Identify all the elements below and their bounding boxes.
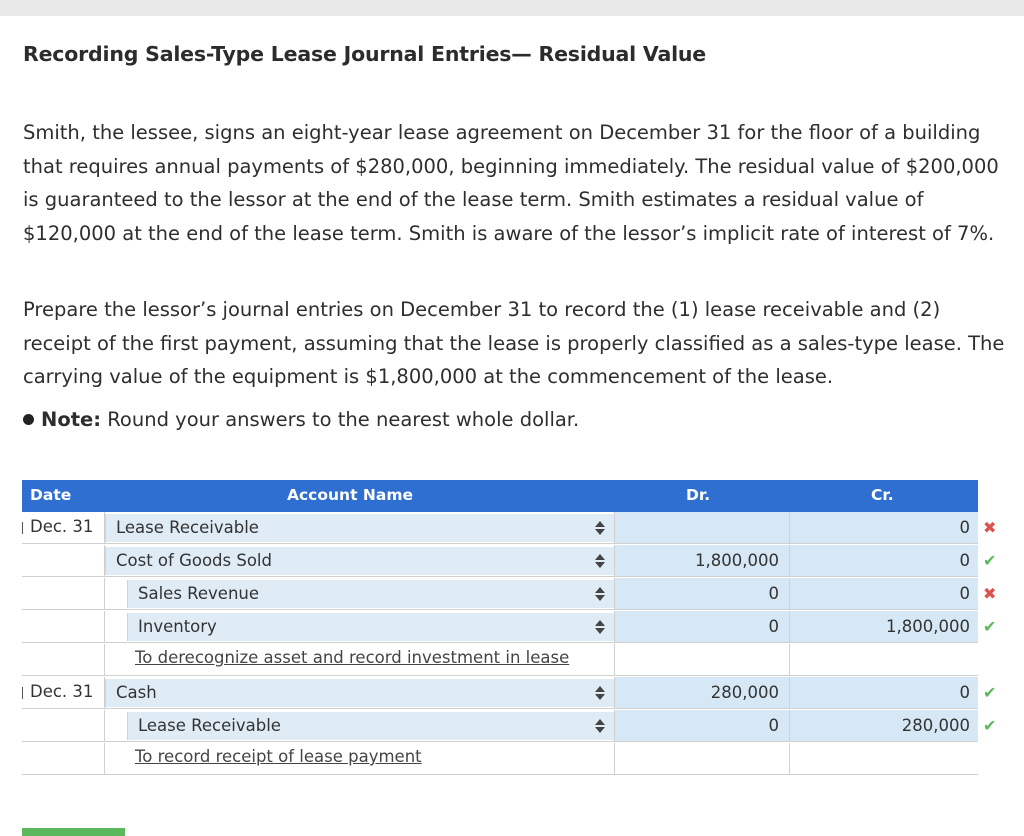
credit-cell [789,743,978,775]
account-cell [104,512,614,544]
credit-input[interactable] [789,545,978,577]
credit-input[interactable] [789,611,978,643]
select-arrows-icon [595,686,605,700]
select-arrows-icon [595,554,605,568]
page-title: Recording Sales-Type Lease Journal Entries— Residual Value [23,42,707,66]
debit-cell [614,644,789,676]
debit-value: 0 [768,617,779,636]
table-row [22,644,978,677]
memo-cell [104,644,614,676]
account-select[interactable] [105,679,614,707]
debit-input[interactable] [614,545,789,577]
incorrect-x-icon: ✖ [983,584,997,603]
memo-text[interactable]: To record receipt of lease payment [135,747,422,766]
debit-input[interactable] [614,677,789,709]
debit-cell [614,743,789,775]
debit-input[interactable] [614,512,789,544]
credit-input[interactable] [789,710,978,742]
account-select-value: Cash [116,683,157,702]
memo-cell [104,743,614,775]
date-text: Dec. 31 [30,682,94,701]
account-select-value: Sales Revenue [138,584,260,603]
bullet-icon [23,414,34,425]
table-row [22,611,997,644]
date-cell [22,710,104,742]
debit-input[interactable] [614,578,789,610]
debit-value: 280,000 [710,683,779,702]
header-date: Date [30,486,72,504]
account-select-value: Inventory [138,617,217,636]
select-arrows-icon [595,719,605,733]
note [23,403,579,437]
credit-value: 0 [959,518,970,537]
account-select-value: Cost of Goods Sold [116,551,272,570]
account-select-value: Lease Receivable [116,518,259,537]
account-cell [104,578,614,610]
note-text: Round your answers to the nearest whole dollar. [101,408,580,431]
credit-input[interactable] [789,578,978,610]
account-cell [104,677,614,709]
account-cell [104,710,614,742]
table-row [22,743,978,776]
credit-cell [789,644,978,676]
correct-check-icon: ✔ [983,683,997,702]
correct-check-icon: ✔ [983,716,997,735]
correct-check-icon: ✔ [983,617,997,636]
top-bar [0,0,1024,16]
account-select[interactable] [105,514,614,542]
credit-value: 280,000 [901,716,970,735]
account-select-value: Lease Receivable [138,716,281,735]
submit-button[interactable] [22,828,125,836]
credit-input[interactable] [789,512,978,544]
correct-check-icon: ✔ [983,551,997,570]
table-row [22,710,997,743]
table-header [22,480,978,512]
credit-value: 0 [959,551,970,570]
header-credit: Cr. [871,486,894,504]
account-cell [104,545,614,577]
credit-value: 1,800,000 [886,617,970,636]
credit-input[interactable] [789,677,978,709]
account-select[interactable] [105,547,614,575]
credit-value: 0 [959,683,970,702]
date-cell [22,611,104,643]
account-select[interactable] [127,712,614,740]
debit-value: 0 [768,716,779,735]
debit-value: 0 [768,584,779,603]
table-row [22,677,997,710]
credit-value: 0 [959,584,970,603]
debit-value: 1,800,000 [695,551,779,570]
account-cell [104,611,614,643]
date-cell [22,512,104,544]
account-select[interactable] [127,613,614,641]
account-select[interactable] [127,580,614,608]
select-arrows-icon [595,620,605,634]
table-row [22,545,997,578]
date-cell [22,644,104,676]
table-row [22,512,997,545]
date-text: Dec. 31 [30,517,94,536]
date-cell [22,677,104,709]
date-cell [22,743,104,775]
incorrect-x-icon: ✖ [983,518,997,537]
date-cell [22,545,104,577]
date-cell [22,578,104,610]
header-debit: Dr. [686,486,711,504]
select-arrows-icon [595,587,605,601]
debit-input[interactable] [614,611,789,643]
note-label: Note: [41,408,102,431]
problem-paragraph-2: Prepare the lessor’s journal entries on December 31 to record the (1) lease receivable and (2) receipt of the first payment, assuming that the lease is properly classified as a sales-type lease. The carrying value of the equipment is $1,800,000 at the commencement of the lease. [23,298,1005,388]
header-account-name: Account Name [287,486,413,504]
debit-input[interactable] [614,710,789,742]
problem-paragraph-1: Smith, the lessee, signs an eight-year lease agreement on December 31 for the floor of a building that requires annual payments of $280,000, beginning immediately. The residual value of $200,000 is guaranteed to the lessor at the end of the lease term. Smith estimates a residual value of $120,000 at the end of the lease term. Smith is aware of the lessor’s implicit rate of interest of 7%. [23,121,999,245]
memo-text[interactable]: To derecognize asset and record investment in lease [135,648,570,667]
table-row [22,578,997,611]
select-arrows-icon [595,521,605,535]
